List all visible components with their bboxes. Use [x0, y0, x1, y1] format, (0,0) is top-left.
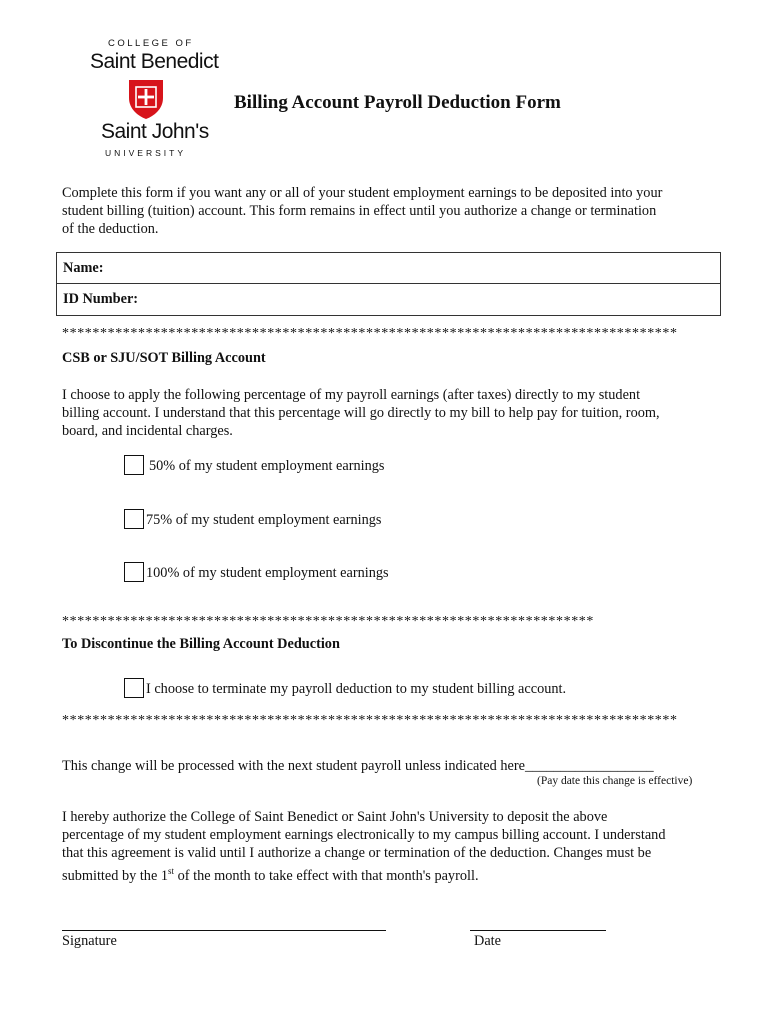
processing-label: This change will be processed with the next student payroll unless indicated here: [62, 758, 525, 774]
section-discontinue-heading: To Discontinue the Billing Account Deduction: [62, 636, 340, 652]
logo-saint-benedict: Saint Benedict: [90, 50, 219, 73]
shield-icon: [127, 78, 165, 120]
billing-paragraph: [62, 386, 712, 440]
ordinal-suffix: st: [168, 866, 175, 876]
checkbox-75-percent[interactable]: [124, 509, 144, 529]
processing-text: [62, 758, 654, 775]
authorization-line: [62, 862, 712, 885]
authorization-paragraph: [62, 808, 712, 885]
id-number-label: ID Number:: [63, 291, 139, 307]
form-title: Billing Account Payroll Deduction Form: [234, 92, 561, 113]
logo-university: UNIVERSITY: [105, 148, 187, 158]
date-label: Date: [474, 933, 501, 949]
authorization-text: of the month to take effect with that month's payroll.: [174, 867, 479, 884]
authorization-text: submitted by the 1: [62, 867, 169, 884]
authorization-line: percentage of my student employment earnings electronically to my campus billing account. I understand: [62, 827, 666, 843]
billing-line: I choose to apply the following percentage of my payroll earnings (after taxes) directly to my student: [62, 387, 641, 403]
checkbox-50-percent[interactable]: [124, 455, 144, 475]
option-terminate-label: I choose to terminate my payroll deduction to my student billing account.: [146, 681, 567, 697]
option-75-percent-label: 75% of my student employment earnings: [146, 512, 382, 528]
billing-line: board, and incidental charges.: [62, 423, 233, 439]
pay-date-note: (Pay date this change is effective): [537, 775, 693, 787]
intro-line: Complete this form if you want any or all of your student employment earnings to be deposited into your: [62, 185, 663, 201]
logo-saint-johns: Saint John's: [101, 120, 209, 143]
id-number-field[interactable]: [57, 283, 720, 314]
authorization-line: that this agreement is valid until I authorize a change or termination of the deduction. Changes must be: [62, 845, 652, 861]
checkbox-terminate[interactable]: [124, 678, 144, 698]
intro-paragraph: [62, 184, 712, 238]
option-100-percent-label: 100% of my student employment earnings: [146, 565, 389, 581]
student-info-box: [56, 252, 721, 316]
name-field[interactable]: [57, 253, 720, 283]
name-label: Name:: [63, 260, 104, 276]
date-line[interactable]: [470, 930, 606, 931]
separator: *********************************************************************************: [62, 713, 678, 728]
intro-line: student billing (tuition) account. This form remains in effect until you authorize a change or termination: [62, 203, 657, 219]
option-50-percent-label: 50% of my student employment earnings: [149, 458, 385, 474]
intro-line: of the deduction.: [62, 221, 159, 237]
signature-line[interactable]: [62, 930, 386, 931]
section-billing-heading: CSB or SJU/SOT Billing Account: [62, 350, 266, 366]
separator: *********************************************************************************: [62, 326, 678, 341]
billing-line: billing account. I understand that this percentage will go directly to my bill to help pay for tuition, room,: [62, 405, 660, 421]
signature-label: Signature: [62, 933, 117, 949]
pay-date-blank[interactable]: __________________: [524, 758, 654, 774]
separator: **********************************************************************: [62, 614, 594, 629]
checkbox-100-percent[interactable]: [124, 562, 144, 582]
logo-college-of: COLLEGE OF: [108, 38, 194, 49]
authorization-line: I hereby authorize the College of Saint Benedict or Saint John's University to deposit the above: [62, 809, 608, 825]
